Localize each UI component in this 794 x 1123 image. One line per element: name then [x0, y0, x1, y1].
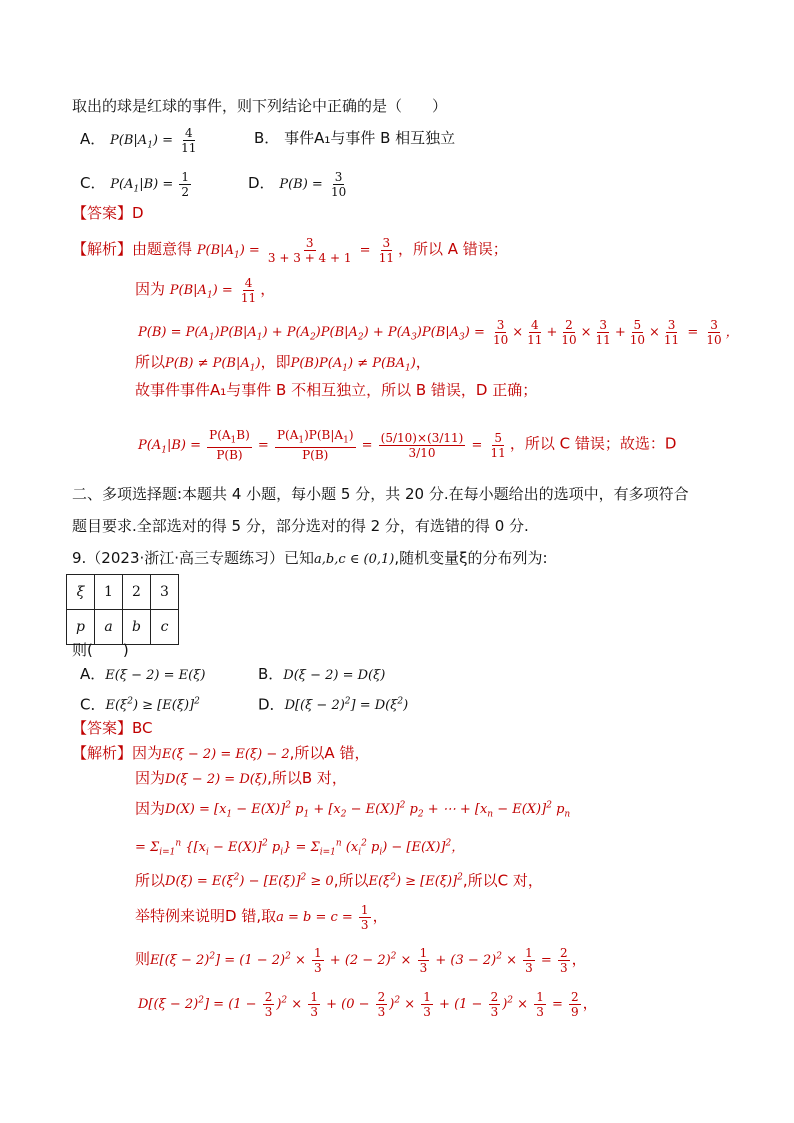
answer-1: [72, 203, 144, 223]
analysis-2-line-1: 【解析】因为E(ξ − 2) = E(ξ) − 2,所以A 错，: [72, 744, 370, 762]
option-a-letter: A．: [80, 130, 106, 148]
option-b: [254, 128, 455, 148]
option-d-letter: D．: [248, 174, 275, 192]
analysis-2-line-2: 因为D(ξ − 2) = D(ξ),所以B 对，: [135, 769, 347, 787]
analysis-1-line-4: 所以$P(B) \ne P(B|A_1)$，即$P(B)P(A_1) \ne P(BA_1)$，: [135, 353, 431, 374]
analysis-2-line-8: $D[(\xi - 2)^2] = (1$ − $\frac{2}{3}$ )$^2$ × $\frac{1}{3}$ + (0 − $\frac{2}{3}$ )$^2$ × $\frac{1}{3}$ + (1 − $\frac{2}{3}$ )$^2$ × $\frac{1}{3}$ = $\frac{2}{9}$ ，: [138, 990, 598, 1019]
formula: $P(B|A_1)$ = $\frac{3}{3 + 3 + 4 + 1}$ = $\frac{3}{11}$: [196, 236, 394, 265]
option-b-letter: B．: [254, 129, 280, 147]
table-cell: b: [123, 610, 151, 645]
formula: $P(A_1|B)$ = $\frac{P(A_1B)}{P(B)}$ = $\frac{P(A_1)P(B|A_1)}{P(B)}$ = $\frac{(5/10)\times(3/11)}{3/10}$ = $\frac{5}{11}$: [138, 428, 506, 463]
formula: $P(B) = P(A_1)P(B|A_1) + P(A_2)P(B|A_2) + P(A_3)P(B|A_3)$ = $\frac{3}{10}$ × $\frac{4}{11}$ + $\frac{2}{10}$ × $\frac{3}{11}$ + $\frac{5}{10}$ × $\frac{3}{11}$ = $\frac{3}{10}$ ，: [138, 318, 739, 347]
q9-then: 则( ): [72, 641, 129, 659]
answer-2: 【答案】BC: [72, 719, 153, 737]
table-cell: c: [151, 610, 179, 645]
table-row: [67, 575, 179, 610]
table-cell: 2: [123, 575, 151, 610]
q9-stem: 9.（2023·浙江·高三专题练习）已知a,b,c ∈ (0,1),随机变量ξ的分布列为:: [72, 549, 548, 567]
option-d: [248, 170, 350, 199]
answer-label: 【答案】: [72, 204, 133, 222]
table-cell: 3: [151, 575, 179, 610]
section-heading: 二、多项选择题:本题共 4 小题，每小题 5 分，共 20 分.在每小题给出的选项中，有多项符合: [72, 485, 689, 503]
option-a-formula: $P(B|A_1)$ = $\frac{4}{11}$: [110, 126, 197, 155]
distribution-table: [66, 574, 179, 645]
analysis-1-line-2: 因为 $P(B|A_1)$ = $\frac{4}{11}$ ，: [135, 276, 276, 305]
analysis-1-line-3: [138, 318, 739, 348]
q9-option-a: A．E(ξ − 2) = E(ξ): [80, 665, 206, 683]
analysis-2-line-4: = $\Sigma_{i=1}^n$ {$[x_i - E(X)]^2$ $p_i\} = \Sigma_{i=1}^n$ ($x_i^2$ $p_i) - [E(X)]^2$，: [135, 839, 465, 858]
analysis-1-line-6: $P(A_1|B)$ = $\frac{P(A_1B)}{P(B)}$ = $\frac{P(A_1)P(B|A_1)}{P(B)}$ = $\frac{(5/10)\times(3/11)}{3/10}$ = $\frac{5}{11}$ ，所以 C 错误；故选：D: [138, 428, 677, 463]
q9-option-c: C．$E(\xi^2) \ge [E(\xi)]^2$: [80, 695, 200, 714]
table-cell: 1: [95, 575, 123, 610]
table-cell: p: [67, 610, 95, 645]
analysis-2-line-6: 举特例来说明D 错,取a = b = c = $\frac{1}{3}$ ，: [135, 903, 388, 932]
option-c-formula: $P(A_1|B)$ = $\frac{1}{2}$: [110, 170, 190, 199]
analysis-2-line-7: 则$E[(\xi - 2)^2] = (1 - 2)^2$ × $\frac{1}{3}$ + $(2 - 2)^2$ × $\frac{1}{3}$ + $(3 - 2)^2$ × $\frac{1}{3}$ = $\frac{2}{3}$ ，: [135, 946, 587, 975]
formula: $P(B|A_1)$ = $\frac{4}{11}$: [169, 276, 257, 305]
analysis-2-line-3: 因为$D(X) = [x_1 - E(X)]^2$ $p_1 + [x_2 - E(X)]^2$ $p_2$ + ⋯ + $[x_n - E(X)]^2$ $p_n$: [135, 799, 571, 820]
option-c-letter: C．: [80, 174, 106, 192]
option-d-formula: P(B) = $\frac{3}{10}$: [279, 170, 347, 199]
analysis-label: 【解析】: [72, 240, 133, 258]
analysis-1-line-5: 故事件事件A₁与事件 B 不相互独立，所以 B 错误，D 正确；: [135, 381, 538, 399]
option-b-content: 事件A₁与事件 B 相互独立: [284, 129, 456, 147]
table-cell: ξ: [67, 575, 95, 610]
question-tail: 取出的球是红球的事件，则下列结论中正确的是（ ）: [72, 97, 448, 115]
table-cell: a: [95, 610, 123, 645]
analysis-2-line-5: 所以$D(\xi) = E(\xi^2) - [E(\xi)]^2 \ge 0$,所以$E(\xi^2) \ge [E(\xi)]^2$,所以C 对，: [135, 871, 543, 890]
analysis-1-line-1: 【解析】由题意得 $P(B|A_1)$ = $\frac{3}{3 + 3 + 4 + 1}$ = $\frac{3}{11}$ ，所以 A 错误；: [72, 236, 508, 265]
answer-value: D: [132, 204, 144, 222]
option-c: [80, 170, 193, 200]
section-heading-2: 题目要求.全部选对的得 5 分，部分选对的得 2 分，有选错的得 0 分.: [72, 517, 529, 535]
q9-option-d: D．$D[(\xi - 2)^2] = D(\xi^2)$: [258, 695, 409, 714]
q9-option-b: B．D(ξ − 2) = D(ξ): [258, 665, 386, 683]
option-a: [80, 126, 200, 156]
